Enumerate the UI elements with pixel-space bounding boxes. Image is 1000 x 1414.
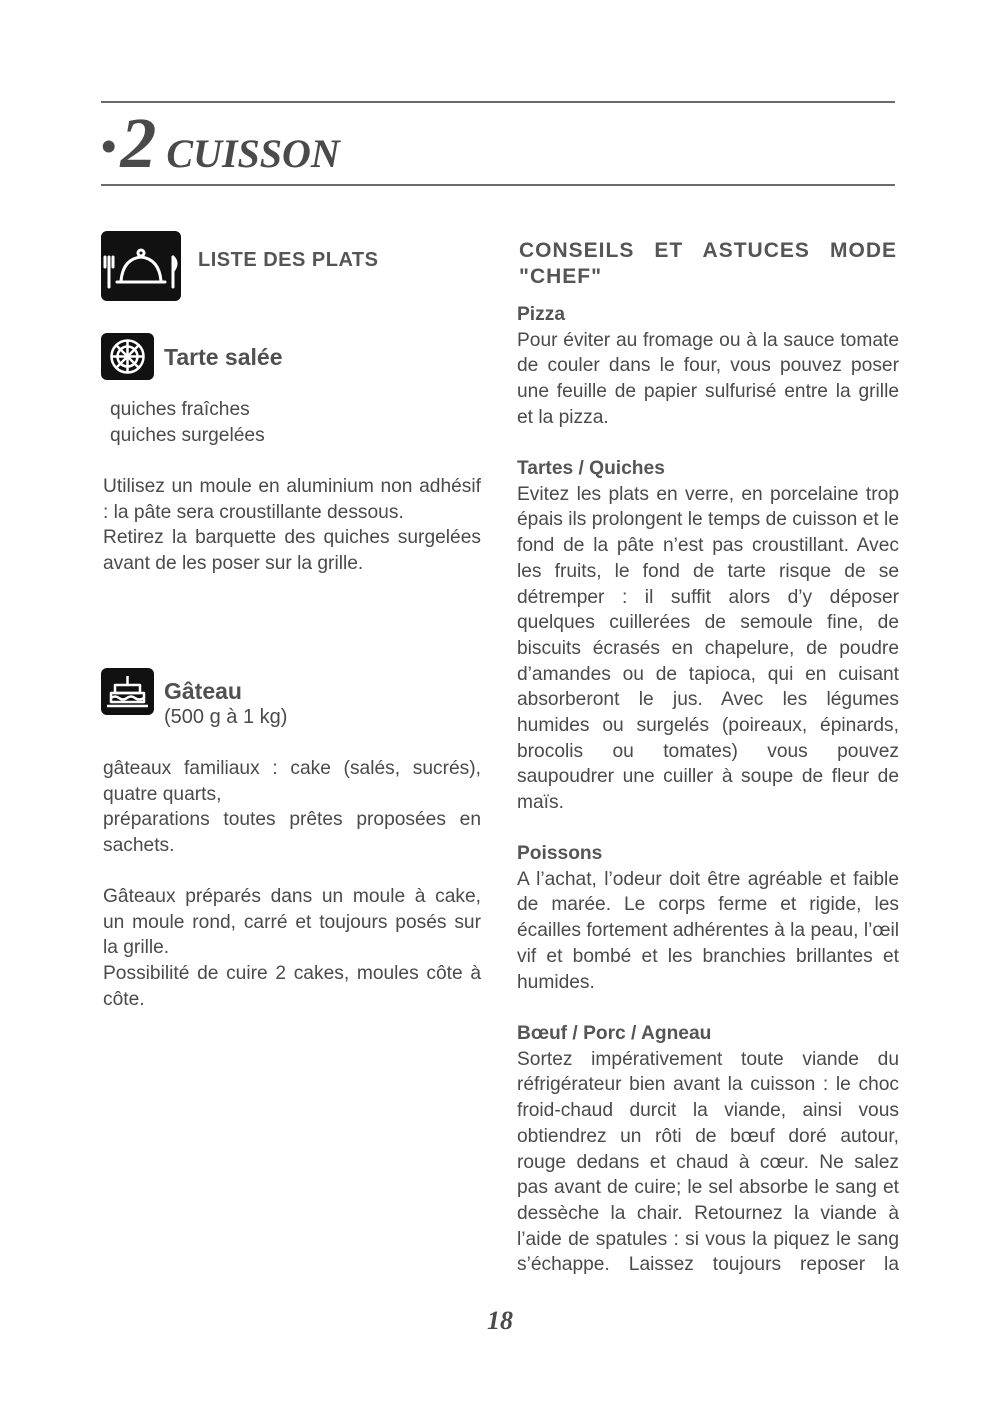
- gateau-title: Gâteau: [164, 678, 242, 704]
- gateau-text-1: [103, 756, 481, 859]
- gateau-text-2: [103, 884, 481, 1013]
- tarte-paragraph: Utilisez un moule en aluminium non adhésif : la pâte sera croustillante dessous.: [103, 476, 481, 523]
- gateau-paragraph: préparations toutes prêtes proposées en sachets.: [103, 809, 481, 857]
- tarte-text: [103, 474, 481, 577]
- tip-text: Evitez les plats en verre, en porcelaine trop épais ils prolongent le temps de cuisson et le fond de la pâte n’est pas croustillant. Avec les fruits, le fond de tarte risque de se détremper : il suffit alors d’y déposer quelques cuillerées de semoule fine, de biscuits écrasés en chapelure, de poudre d’amandes ou de tapioca, qui en cuisant absorberont le jus. Avec les légumes humides ou surgelés (poireaux, épinards, brocolis ou tomates) vous pouvez saupoudrer une cuiller à soupe de fleur de maïs.: [517, 483, 899, 814]
- tips-pizza: [517, 302, 899, 431]
- tips-poissons: [517, 841, 899, 995]
- tarte-items: [103, 397, 481, 448]
- list-item: quiches surgelées: [110, 424, 265, 446]
- list-item: quiches fraîches: [110, 399, 250, 420]
- tart-icon: [101, 333, 154, 380]
- tip-heading: Tartes / Quiches: [517, 458, 665, 479]
- tip-text: Sortez impérativement toute viande du réfrigérateur bien avant la cuisson : le choc froid-chaud durcit la viande, ainsi vous obtiendrez un rôti de bœuf doré autour, rouge dedans et chaud à cœur. Ne salez pas avant de cuire; le sel absorbe le sang et dessèche la chair. Retournez la viande à l’aide de spatules : si vous la piquez le sang s’échappe. Laissez toujours reposer la: [517, 1048, 899, 1276]
- tip-heading: Bœuf / Porc / Agneau: [517, 1023, 712, 1044]
- header-bottom-rule: [101, 184, 895, 186]
- chapter-bullet: •: [101, 122, 117, 171]
- tip-text: A l’achat, l’odeur doit être agréable et faible de marée. Le corps ferme et rigide, les écailles fortement adhérentes à la peau, l’œil vif et bombé et les branchies brillantes et humides.: [517, 868, 899, 993]
- page-number: 18: [487, 1306, 513, 1335]
- gateau-paragraph: gâteaux familiaux : cake (salés, sucrés), quatre quarts,: [103, 758, 481, 805]
- chef-tips-title: CONSEILS ET ASTUCES MODE "CHEF": [519, 239, 897, 288]
- tip-heading: Poissons: [517, 843, 603, 864]
- chapter-title: [101, 104, 340, 182]
- tarte-paragraph: Retirez la barquette des quiches surgelées avant de les poser sur la grille.: [103, 527, 481, 575]
- tips-viande: [517, 1021, 899, 1278]
- tip-text: Pour éviter au fromage ou à la sauce tomate de couler dans le four, vous pouvez poser une feuille de papier sulfurisé entre la grille et la pizza.: [517, 329, 899, 428]
- list-title: LISTE DES PLATS: [198, 249, 379, 271]
- gateau-paragraph: Gâteaux préparés dans un moule à cake, un moule rond, carré et toujours posés sur la grille.: [103, 886, 481, 959]
- chapter-word: CUISSON: [166, 131, 340, 176]
- gateau-paragraph: Possibilité de cuire 2 cakes, moules côte à côte.: [103, 963, 481, 1010]
- serving-cloche-icon: [101, 231, 181, 301]
- header-top-rule: [101, 101, 895, 103]
- tip-heading: Pizza: [517, 304, 565, 325]
- chapter-number: 2: [120, 103, 157, 183]
- gateau-subtitle: (500 g à 1 kg): [164, 706, 288, 728]
- tips-tartes: [517, 456, 899, 816]
- tarte-title: Tarte salée: [164, 344, 283, 370]
- cake-icon: [101, 668, 154, 715]
